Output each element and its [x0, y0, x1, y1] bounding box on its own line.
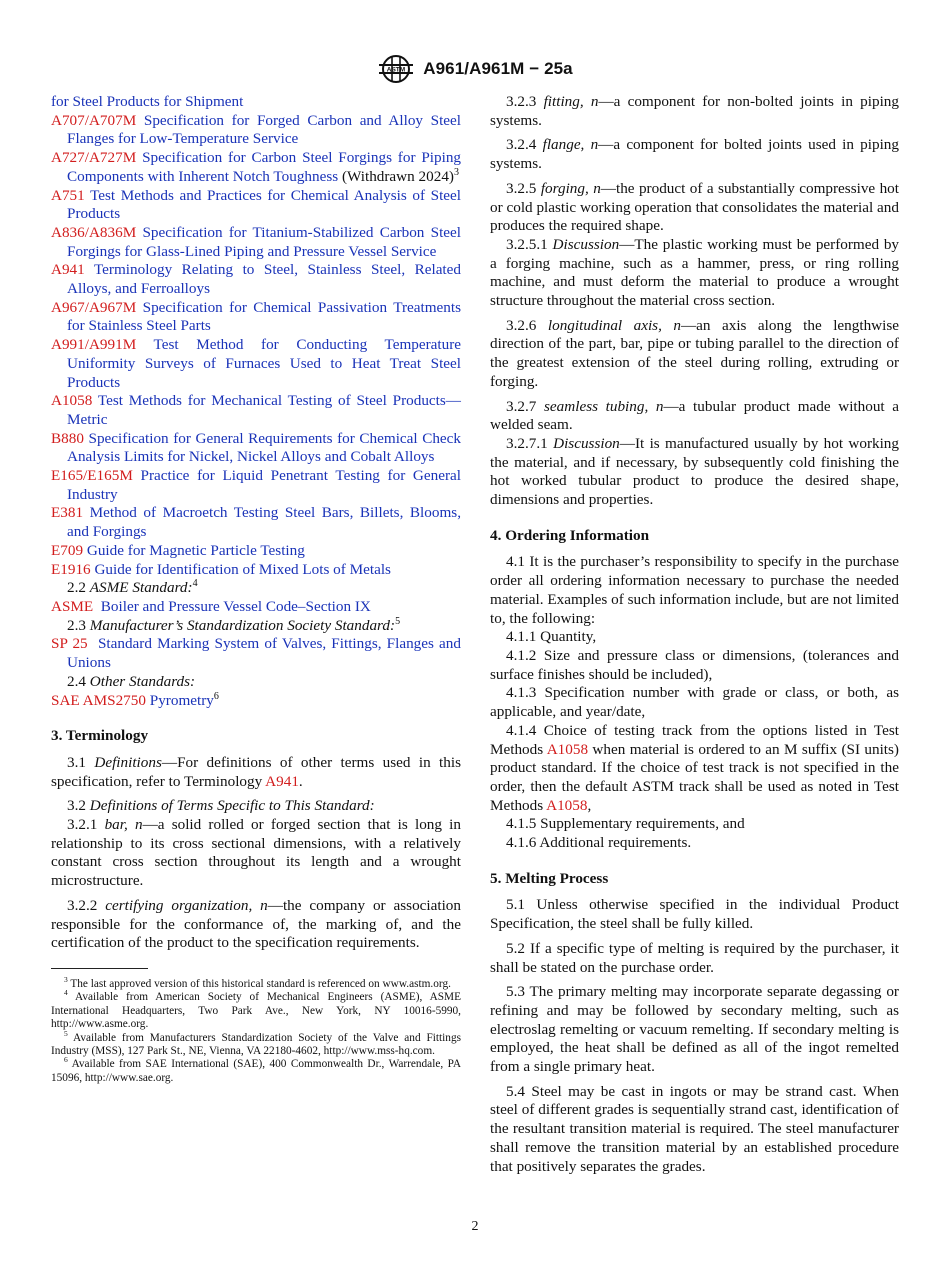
subsection-heading: 2.3 Manufacturer’s Standardization Society Standard:$^5$	[67, 615, 401, 634]
footnote: $^6$ Available from SAE International (SAE), 400 Commonwealth Dr., Warrendale, PA 15096, http://www.sae.org.	[51, 1055, 462, 1084]
reference-item[interactable]: A707/A707M Specification for Forged Carbon and Alloy Steel Flanges for Low-Temperature Service	[51, 111, 462, 148]
left-column	[51, 93, 461, 1085]
paragraph: 4.1.6 Additional requirements.	[506, 834, 692, 852]
paragraph: 5.3 The primary melting may incorporate separate degassing or refining and may be followed by secondary melting, such as electroslag remelting or vacuum remelting. If secondary melting is employed, the heat shall be defined as all of the ingot remelted from a single primary heat.	[490, 983, 899, 1076]
reference-item[interactable]: A967/A967M Specification for Chemical Passivation Treatments for Stainless Steel Parts	[51, 298, 461, 335]
reference-item[interactable]: A727/A727M Specification for Carbon Steel Forgings for Piping Components with Inherent Notch Toughness (Withdrawn 2024)$^3$	[51, 149, 462, 185]
subsection-heading: 2.2 ASME Standard:$^4$	[67, 578, 198, 597]
paragraph: 5.1 Unless otherwise specified in the individual Product Specification, the steel shall be fully killed.	[490, 896, 899, 933]
paragraph: 3.2 Definitions of Terms Specific to This Standard:	[67, 797, 375, 815]
paragraph: 5.2 If a specific type of melting is required by the purchaser, it shall be stated on the purchase order.	[490, 939, 899, 976]
paragraph: 3.2.6 longitudinal axis, n—an axis along the lengthwise direction of the part, bar, pipe or tubing parallel to the direction of the greatest extension of the steel during rolling, extruding or forging.	[490, 316, 900, 390]
section-heading-ordering: 4. Ordering Information	[490, 526, 650, 544]
reference-item[interactable]: E165/E165M Practice for Liquid Penetrant Testing for General Industry	[51, 467, 461, 503]
right-column	[490, 93, 899, 1176]
paragraph: 4.1.1 Quantity,	[506, 628, 597, 646]
section-heading-terminology: 3. Terminology	[51, 727, 149, 745]
paragraph: 3.2.3 fitting, n—a component for non-bolted joints in piping systems.	[490, 93, 899, 129]
reference-item[interactable]: A836/A836M Specification for Titanium-Stabilized Carbon Steel Forgings for Glass-Lined Piping and Pressure Vessel Service	[51, 223, 462, 260]
paragraph: 3.2.1 bar, n—a solid rolled or forged section that is long in relationship to its cross sectional dimensions, with a relatively constant cross section throughout its length and a wrought microstructure.	[51, 816, 461, 890]
reference-item[interactable]: A1058 Test Methods for Mechanical Testing of Steel Products—Metric	[51, 392, 461, 428]
subsection-heading: 2.4 Other Standards:	[67, 672, 196, 690]
page-number: 2	[471, 1219, 479, 1234]
footnote: $^3$ The last approved version of this historical standard is referenced on www.astm.org.	[64, 975, 451, 990]
paragraph: 3.2.7.1 Discussion—It is manufactured usually by hot working the material, and if necessary, by subsequently cold finishing the hot worked tubular product to produce the desired shape, dimensions and properties.	[490, 434, 899, 509]
paragraph: 3.2.5 forging, n—the product of a substantially compressive hot or cold plastic working operation that consolidates the material and produces the required shape.	[490, 179, 899, 235]
reference-item[interactable]: E709 Guide for Magnetic Particle Testing	[51, 541, 305, 559]
standard-designation: A961/A961M − 25a	[423, 59, 573, 78]
reference-item[interactable]: for Steel Products for Shipment	[51, 93, 244, 110]
paragraph: 4.1.3 Specification number with grade or class, or both, as applicable, and year/date,	[490, 684, 899, 721]
reference-item[interactable]: SAE AMS2750 Pyrometry$^6$	[51, 690, 219, 709]
reference-item[interactable]: B880 Specification for General Requirements for Chemical Check Analysis Limits for Nickel, Nickel Alloys and Cobalt Alloys	[51, 429, 461, 466]
reference-item[interactable]: SP 25 Standard Marking System of Valves, Fittings, Flanges and Unions	[51, 635, 461, 672]
paragraph: 4.1.5 Supplementary requirements, and	[506, 815, 745, 833]
paragraph: 4.1.4 Choice of testing track from the options listed in Test Methods A1058 when material is ordered to an M suffix (SI units) product standard. If the choice of test track is not specified in the order, then the default ASTM track shall be used as noted in Test Methods A1058,	[490, 721, 899, 814]
footnote: $^5$ Available from Manufacturers Standardization Society of the Valve and Fittings Industry (MSS), 127 Park St., NE, Vienna, VA 22180-4602, http://www.mss-hq.com.	[51, 1028, 461, 1057]
reference-item[interactable]: E1916 Guide for Identification of Mixed Lots of Metals	[51, 560, 391, 578]
paragraph: 3.2.7 seamless tubing, n—a tubular product made without a welded seam.	[490, 397, 900, 434]
logo-text: ASTM	[387, 66, 406, 74]
reference-link[interactable]: A1058	[546, 796, 588, 814]
reference-item[interactable]: E381 Method of Macroetch Testing Steel Bars, Billets, Blooms, and Forgings	[51, 504, 461, 541]
page-header	[0, 52, 950, 86]
paragraph: 4.1 It is the purchaser’s responsibility to specify in the purchase order all ordering information necessary to purchase the needed material. Examples of such information include, but are not limited to, the following:	[490, 553, 899, 627]
reference-link[interactable]: A1058	[546, 740, 589, 758]
reference-link[interactable]: A941	[265, 772, 299, 790]
footnote-divider	[51, 968, 148, 969]
reference-item[interactable]: A941 Terminology Relating to Steel, Stainless Steel, Related Alloys, and Ferroalloys	[51, 261, 461, 298]
paragraph: 5.4 Steel may be cast in ingots or may be strand cast. When steel of different grades is sequentially strand cast, identification of the resultant transition material is required. The steel manufacturer shall remove the transition material by an established procedure that positively separates the grades.	[490, 1082, 899, 1175]
paragraph: 3.2.2 certifying organization, n—the company or association responsible for the conformance of, the marking of, and the certification of the product to the specification requirements.	[51, 896, 461, 952]
paragraph: 3.2.5.1 Discussion—The plastic working must be performed by a forging machine, such as a hammer, press, or ring rolling machine, and must deform the material to produce a wrought structure throughout the material cross section.	[490, 235, 900, 310]
paragraph: 4.1.2 Size and pressure class or dimensions, (tolerances and surface finishes should be included),	[490, 646, 899, 683]
section-heading-melting: 5. Melting Process	[490, 869, 609, 887]
reference-item[interactable]: A751 Test Methods and Practices for Chemical Analysis of Steel Products	[51, 186, 461, 223]
paragraph: 3.2.4 flange, n—a component for bolted joints used in piping systems.	[490, 136, 899, 173]
paragraph: 3.1 Definitions—For definitions of other terms used in this specification, refer to Terminology A941.	[51, 753, 461, 790]
footnote: $^4$ Available from American Society of Mechanical Engineers (ASME), ASME International Headquarters, Two Park Ave., New York, NY 10016-5990, http://www.asme.org.	[51, 988, 461, 1031]
astm-logo-icon	[377, 53, 415, 85]
reference-item[interactable]: ASME Boiler and Pressure Vessel Code–Section IX	[51, 597, 371, 615]
reference-item[interactable]: A991/A991M Test Method for Conducting Temperature Uniformity Surveys of Furnaces Used to Heat Treat Steel Products	[51, 336, 462, 391]
